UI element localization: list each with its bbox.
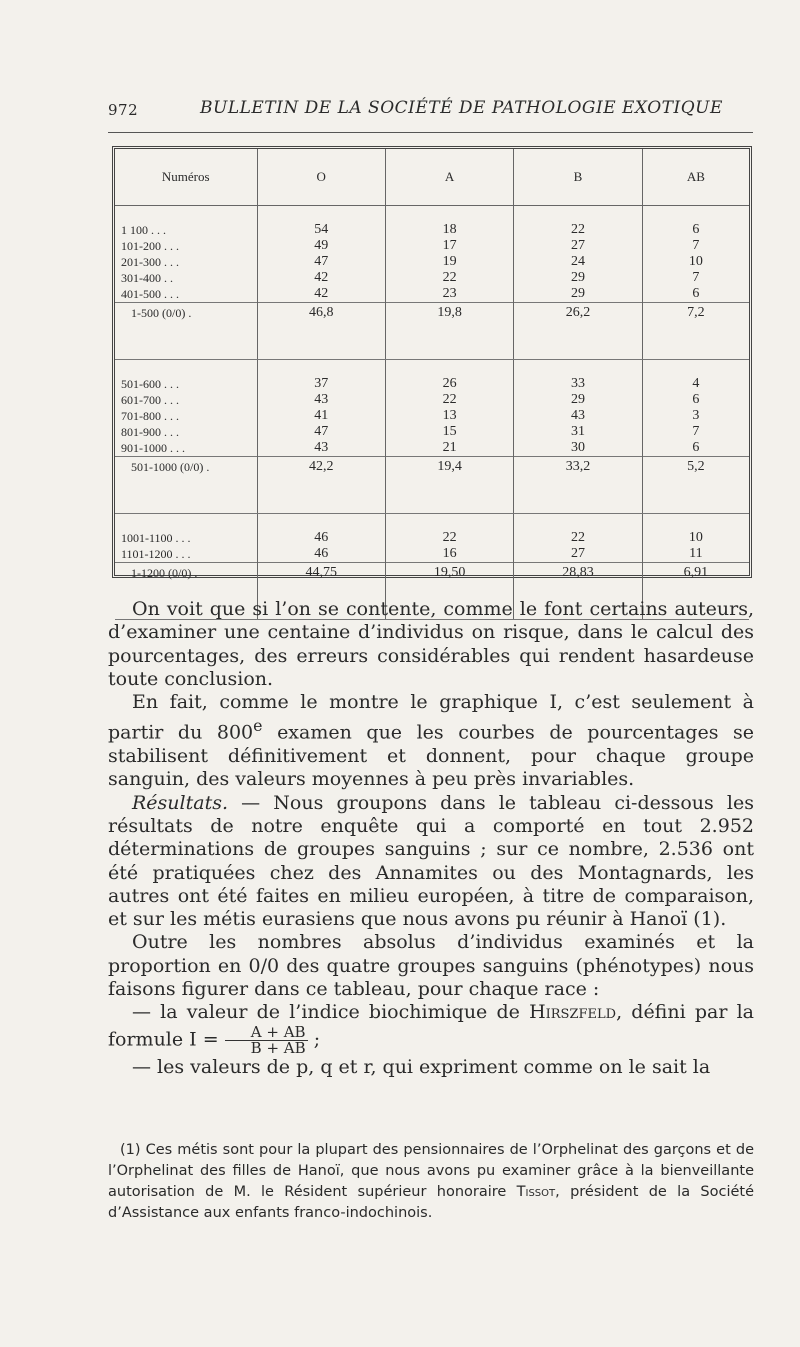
table-row bbox=[115, 238, 749, 254]
footnote-name: Tissot bbox=[516, 1184, 556, 1200]
table-row bbox=[115, 546, 749, 563]
table-cell: 30 bbox=[514, 440, 642, 457]
fraction-numerator: A + AB bbox=[225, 1025, 308, 1041]
footnote bbox=[108, 1140, 754, 1224]
table-cell: 29 bbox=[514, 286, 642, 303]
table-cell: 5,2 bbox=[642, 457, 749, 478]
text-span: , président de la Société d’Assistance aux enfants franco-indochinois. bbox=[108, 1184, 754, 1221]
table-header-row bbox=[115, 149, 749, 206]
row-label: 101-200 . . . bbox=[115, 238, 257, 254]
empty-cell bbox=[514, 360, 642, 377]
row-label: 1001-1100 . . . bbox=[115, 530, 257, 546]
table-cell: 6 bbox=[692, 392, 700, 407]
superscript: e bbox=[253, 716, 263, 736]
empty-cell bbox=[257, 206, 385, 223]
table-cell: 17 bbox=[385, 238, 513, 254]
table-cell: 6,91 bbox=[642, 563, 749, 584]
table-cell: 23 bbox=[385, 286, 513, 303]
body-text bbox=[108, 598, 754, 1079]
paragraph: — les valeurs de p, q et r, qui expriment comme on le sait la bbox=[132, 1055, 711, 1078]
row-label: 701-800 . . . bbox=[115, 408, 257, 424]
table-cell: 19,50 bbox=[385, 563, 513, 584]
table-cell: 28,83 bbox=[514, 563, 642, 584]
table-cell: 19,4 bbox=[385, 457, 513, 478]
text-span: ; bbox=[307, 1028, 321, 1051]
text-span: (1) Ces métis sont pour la plupart des pensionnaires de l’Orphelinat des garçons et de l’Orphelinat des filles de Hanoï, que nous avons pu examiner grâce à la bienveillante autorisation de M. le Résident supérieur honoraire bbox=[108, 1142, 754, 1200]
text-span: , défini par la formule I = bbox=[108, 1001, 754, 1051]
page-number: 972 bbox=[108, 101, 139, 119]
table-row bbox=[115, 440, 749, 457]
table-cell: 7 bbox=[692, 424, 700, 439]
fraction-denominator: B + AB bbox=[250, 1038, 306, 1057]
table-row bbox=[115, 222, 749, 238]
table-cell: 46 bbox=[257, 546, 385, 563]
gap-row bbox=[115, 323, 749, 360]
table-cell: 7 bbox=[692, 270, 700, 285]
table-cell: 31 bbox=[514, 424, 642, 440]
table-cell: 19,8 bbox=[385, 303, 513, 324]
table-cell: 19 bbox=[385, 254, 513, 270]
table-cell: 6 bbox=[692, 286, 700, 301]
column-header: Numéros bbox=[115, 149, 257, 206]
formula-fraction bbox=[225, 1022, 308, 1057]
table-row bbox=[115, 286, 749, 303]
empty-cell bbox=[642, 514, 749, 531]
table-cell: 10 bbox=[688, 530, 703, 545]
table-cell: 29 bbox=[514, 392, 642, 408]
text-span: En fait, comme le montre le graphique I, c’est seulement à partir du 800 bbox=[108, 691, 754, 744]
paragraph bbox=[108, 1001, 754, 1055]
empty-cell bbox=[514, 514, 642, 531]
table-cell: 3 bbox=[692, 408, 700, 423]
table-cell: 24 bbox=[514, 254, 642, 270]
paragraph bbox=[108, 691, 754, 792]
text-span: examen que les courbes de pourcentages se stabilisent définitivement et donnent, pour chaque groupe sanguin, des valeurs moyennes à peu près invariables. bbox=[108, 721, 754, 791]
row-label: 1-1200 (0/0) . bbox=[115, 563, 257, 584]
table-row bbox=[115, 254, 749, 270]
empty-cell bbox=[642, 206, 749, 223]
journal-title: BULLETIN DE LA SOCIÉTÉ DE PATHOLOGIE EXOTIQUE bbox=[200, 98, 723, 118]
row-label: 201-300 . . . bbox=[115, 254, 257, 270]
text-span: — Nous groupons dans le tableau ci-dessous les résultats de notre enquête qui a comporté en tout 2.952 déterminations de groupes sanguins ; sur ce nombre, 2.536 ont été pratiquées chez des Annamites ou des Montagnards, les autres ont été faites en milieu européen, à titre de comparaison, et sur les métis eurasiens que nous avons pu réunir à Hanoï (1). bbox=[108, 791, 754, 931]
row-label: 1 100 . . . bbox=[115, 222, 257, 238]
table-cell: 6 bbox=[692, 222, 700, 237]
empty-cell bbox=[257, 323, 385, 360]
table-cell: 26,2 bbox=[514, 303, 642, 324]
table-cell: 15 bbox=[385, 424, 513, 440]
table-cell: 27 bbox=[514, 238, 642, 254]
table-cell: 33 bbox=[514, 376, 642, 392]
gap-row bbox=[115, 477, 749, 514]
table-cell: 18 bbox=[385, 222, 513, 238]
table-row bbox=[115, 392, 749, 408]
spacer-row bbox=[115, 206, 749, 223]
table-cell: 54 bbox=[257, 222, 385, 238]
mean-row bbox=[115, 303, 749, 324]
paragraph: Outre les nombres absolus d’individus examinés et la proportion en 0/0 des quatre groupes sanguins (phénotypes) nous faisons figurer dans ce tableau, pour chaque race : bbox=[108, 931, 754, 1001]
empty-cell bbox=[514, 477, 642, 514]
table-cell: 22 bbox=[385, 530, 513, 546]
empty-cell bbox=[385, 206, 513, 223]
footnote-text bbox=[108, 1140, 754, 1224]
table-cell: 42,2 bbox=[257, 457, 385, 478]
table-cell: 46 bbox=[257, 530, 385, 546]
table-cell: 37 bbox=[257, 376, 385, 392]
empty-cell bbox=[115, 477, 257, 514]
table-cell: 22 bbox=[385, 270, 513, 286]
table-cell: 7 bbox=[692, 238, 700, 253]
empty-cell bbox=[385, 323, 513, 360]
row-label: 901-1000 . . . bbox=[115, 440, 257, 457]
table-cell: 44,75 bbox=[257, 563, 385, 584]
row-label: 501-1000 (0/0) . bbox=[115, 457, 257, 478]
column-header: A bbox=[385, 149, 513, 206]
empty-cell bbox=[642, 477, 749, 514]
author-name: Hirszfeld bbox=[529, 1001, 617, 1024]
row-label: 301-400 . . bbox=[115, 270, 257, 286]
table-cell: 47 bbox=[257, 254, 385, 270]
empty-cell bbox=[257, 360, 385, 377]
table-cell: 22 bbox=[514, 222, 642, 238]
row-label: 501-600 . . . bbox=[115, 376, 257, 392]
empty-cell bbox=[514, 323, 642, 360]
empty-cell bbox=[514, 206, 642, 223]
paragraph: On voit que si l’on se contente, comme le font certains auteurs, d’examiner une centaine d’individus on risque, dans le calcul des pourcentages, des erreurs considérables qui rendent hasardeuse toute conclusion. bbox=[108, 598, 754, 690]
table-cell: 47 bbox=[257, 424, 385, 440]
data-table bbox=[115, 149, 749, 620]
blood-group-table bbox=[112, 146, 752, 578]
table-cell: 42 bbox=[257, 270, 385, 286]
header-rule bbox=[108, 132, 753, 133]
table-cell: 22 bbox=[385, 392, 513, 408]
mean-row bbox=[115, 457, 749, 478]
table-row bbox=[115, 424, 749, 440]
table-row bbox=[115, 376, 749, 392]
table-cell: 41 bbox=[257, 408, 385, 424]
empty-cell bbox=[385, 477, 513, 514]
empty-cell bbox=[257, 477, 385, 514]
table-row bbox=[115, 530, 749, 546]
empty-cell bbox=[642, 360, 749, 377]
row-label: 601-700 . . . bbox=[115, 392, 257, 408]
spacer-row bbox=[115, 360, 749, 377]
column-header: O bbox=[257, 149, 385, 206]
table-cell: 6 bbox=[692, 440, 700, 455]
results-label: Résultats. bbox=[132, 791, 229, 814]
table-cell: 43 bbox=[257, 392, 385, 408]
row-label: 1-500 (0/0) . bbox=[115, 303, 257, 324]
table-cell: 42 bbox=[257, 286, 385, 303]
row-label: 401-500 . . . bbox=[115, 286, 257, 303]
empty-cell bbox=[115, 360, 257, 377]
table-cell: 16 bbox=[385, 546, 513, 563]
table-cell: 27 bbox=[514, 546, 642, 563]
table-cell: 21 bbox=[385, 440, 513, 457]
table-cell: 26 bbox=[385, 376, 513, 392]
row-label: 1101-1200 . . . bbox=[115, 546, 257, 563]
table-cell: 13 bbox=[385, 408, 513, 424]
table-row bbox=[115, 408, 749, 424]
table-cell: 10 bbox=[688, 254, 703, 269]
empty-cell bbox=[257, 514, 385, 531]
empty-cell bbox=[385, 360, 513, 377]
table-cell: 46,8 bbox=[257, 303, 385, 324]
table-cell: 7,2 bbox=[642, 303, 749, 324]
table-cell: 49 bbox=[257, 238, 385, 254]
column-header: B bbox=[514, 149, 642, 206]
empty-cell bbox=[115, 206, 257, 223]
table-cell: 4 bbox=[692, 376, 700, 391]
row-label: 801-900 . . . bbox=[115, 424, 257, 440]
paragraph bbox=[108, 792, 754, 932]
table-cell: 43 bbox=[514, 408, 642, 424]
empty-cell bbox=[385, 514, 513, 531]
table-body bbox=[115, 206, 749, 620]
table-cell: 43 bbox=[257, 440, 385, 457]
table-cell: 33,2 bbox=[514, 457, 642, 478]
table-cell: 29 bbox=[514, 270, 642, 286]
mean-row bbox=[115, 563, 749, 584]
table-cell: 22 bbox=[514, 530, 642, 546]
table-row bbox=[115, 270, 749, 286]
column-header: AB bbox=[642, 149, 749, 206]
spacer-row bbox=[115, 514, 749, 531]
empty-cell bbox=[115, 323, 257, 360]
text-span: — la valeur de l’indice biochimique de bbox=[132, 1001, 530, 1024]
empty-cell bbox=[642, 323, 749, 360]
empty-cell bbox=[115, 514, 257, 531]
table-cell: 11 bbox=[689, 546, 703, 561]
